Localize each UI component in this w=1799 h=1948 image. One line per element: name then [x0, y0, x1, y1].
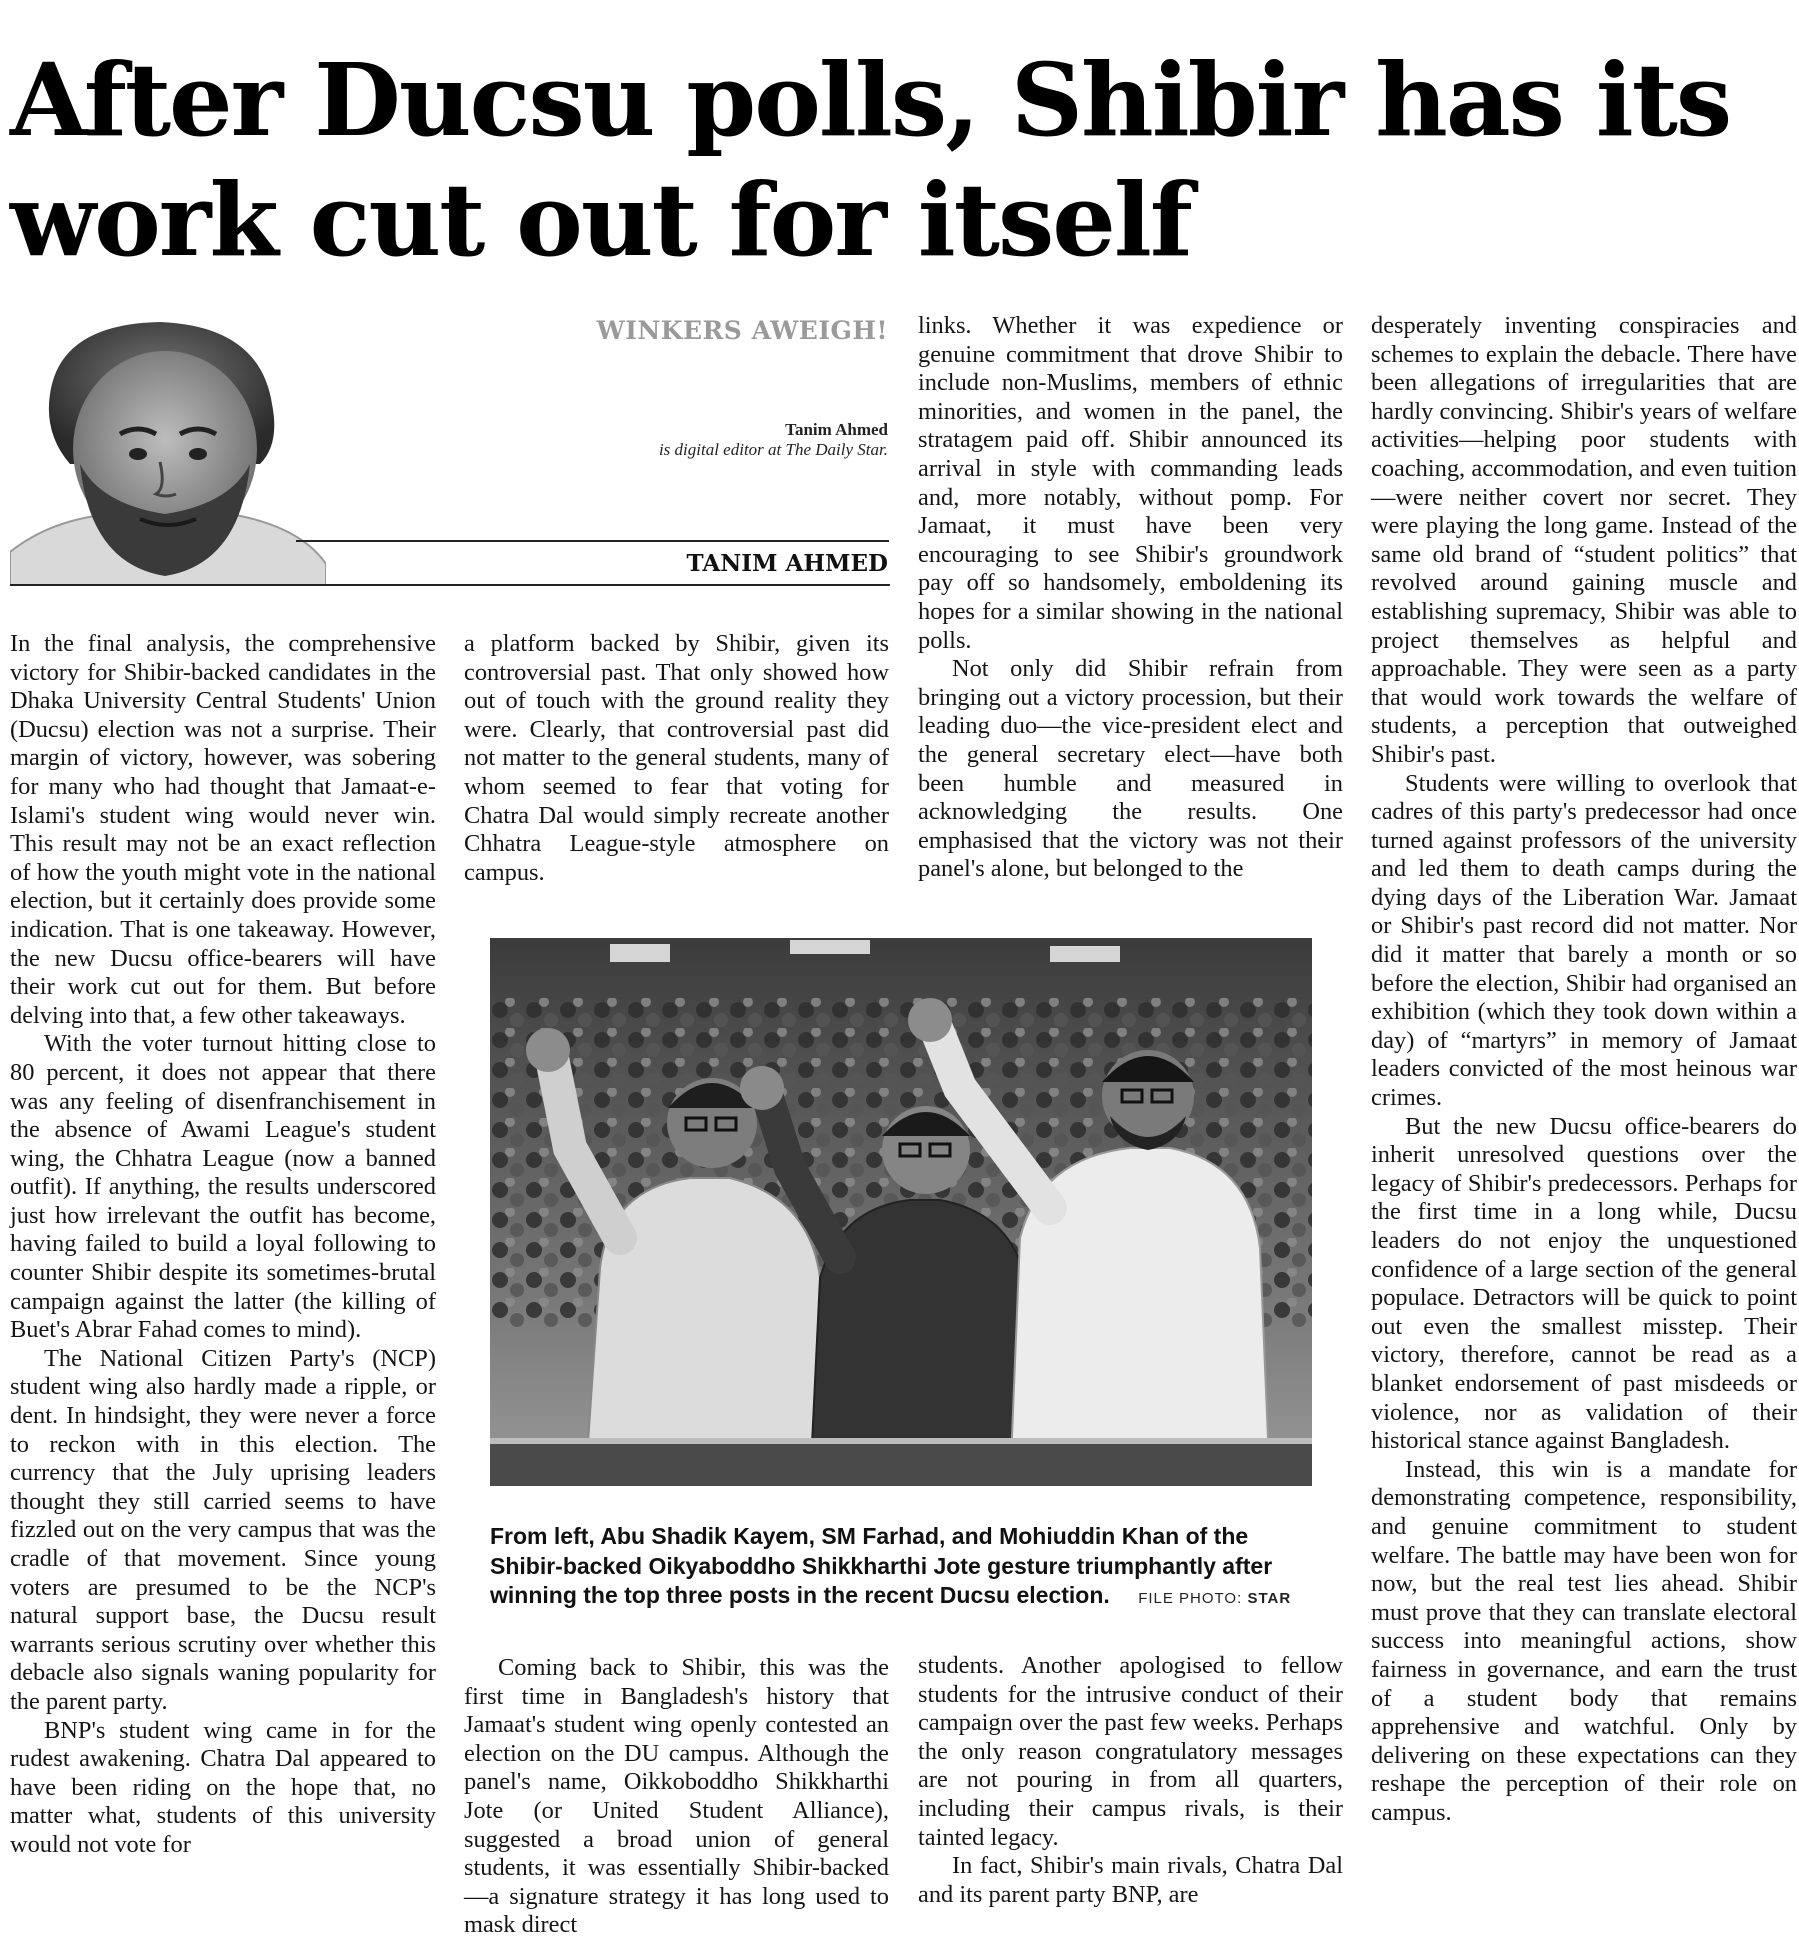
body-column-3-lower: [918, 1652, 1343, 1909]
author-name: Tanim Ahmed: [785, 420, 888, 439]
paragraph: The National Citizen Party's (NCP) student wing also hardly made a ripple, or dent. In hindsight, they were never a force to reckon with in this election. The currency that the July uprising leaders thought they still carried seems to have fizzled out on the very campus that was the cradle of that movement. Since young voters are presumed to be the NCP's natural support base, the Ducsu result warrants serious scrutiny over whether this debacle also signals waning popularity for the parent party.: [10, 1344, 436, 1715]
paragraph: Coming back to Shibir, this was the first time in Bangladesh's history that Jamaat's student wing openly contested an election on the DU campus. Although the panel's name, Oikkoboddho Shikkharthi Jote (or United Student Alliance), suggested a broad union of general students, it was essentially Shibir-backed—a signature strategy it has long used to mask direct: [464, 1654, 889, 1939]
paragraph: Students were willing to overlook that cadres of this party's predecessor had once turned against professors of the university and led them to death camps during the dying days of the Liberation War. Jamaat or Shibir's past record did not matter. Nor did it matter that barely a month or so before the election, Shibir had organised an exhibition (which they took down within a day) of “martyrs” in memory of Jamaat leaders convicted of the most heinous war crimes.: [1371, 769, 1797, 1112]
paragraph: Instead, this win is a mandate for demonstrating competence, responsibility, and genuine commitment to student welfare. The battle may have been won for now, but the real test lies ahead. Shibir must prove that they can translate electoral success into meaningful actions, show fairness in governance, and earn the trust of a student body that remains apprehensive and watchful. Only by delivering on these expectations can they reshape the perception of their role on campus.: [1371, 1455, 1797, 1826]
paragraph: links. Whether it was expedience or genuine commitment that drove Shibir to include non-Muslims, members of ethnic minorities, and women in the panel, the stratagem paid off. Shibir announced its arrival in style with commanding leads and, more notably, without pomp. For Jamaat, it must have been very encouraging to see Shibir's groundwork pay off so handsomely, emboldening its hopes for a similar showing in the national polls.: [918, 312, 1343, 654]
byline-rule: [296, 540, 889, 542]
author-description: is digital editor at The Daily Star.: [658, 440, 888, 459]
column-name: WINKERS AWEIGH!: [596, 316, 888, 345]
body-column-4: [1371, 312, 1797, 1827]
photo-caption: [490, 1522, 1312, 1614]
paragraph: With the voter turnout hitting close to 80 percent, it does not appear that there was any feeling of disenfranchisement in the absence of Awami League's student wing, the Chhatra League (now a banned outfit). If anything, the results underscored just how irrelevant the outfit has become, having failed to build a loyal following to counter Shibir despite its sometimes-brutal campaign against the latter (the killing of Buet's Abrar Fahad comes to mind).: [10, 1030, 436, 1344]
news-photo: [490, 938, 1312, 1486]
author-section-rule: [10, 584, 890, 586]
paragraph: Not only did Shibir refrain from bringing out a victory procession, but their leading duo—the vice-president elect and the general secretary elect—have both been humble and measured in acknowledging the results. One emphasised that the victory was not their panel's alone, but belonged to the: [918, 655, 1343, 883]
author-portrait-image: [10, 314, 326, 586]
headline: After Ducsu polls, Shibir has its work cut out for itself: [10, 41, 1731, 279]
body-column-1: [10, 630, 436, 1860]
body-column-2: [464, 630, 889, 887]
credit-source: STAR: [1247, 1590, 1292, 1607]
body-column-3: [918, 312, 1343, 884]
paragraph: students. Another apologised to fellow students for the intrusive conduct of their campaign over the past few weeks. Perhaps the only reason congratulatory messages are not pouring in from all quarters, including their campus rivals, is their tainted legacy.: [918, 1652, 1343, 1851]
body-column-2-lower: [464, 1654, 889, 1940]
paragraph: But the new Ducsu office-bearers do inherit unresolved questions over the legacy of Shibir's predecessors. Perhaps for the first time in a long while, Ducsu leaders do not enjoy the unquestioned confidence of a large section of the general populace. Detractors will be quick to point out even the smallest misstep. Their victory, therefore, cannot be read as a blanket endorsement of past misdeeds or violence, nor as validation of their historical stance against Bangladesh.: [1371, 1112, 1797, 1455]
credit-label: FILE PHOTO:: [1138, 1590, 1243, 1607]
paragraph: desperately inventing conspiracies and schemes to explain the debacle. There have been allegations of irregularities that are hardly convincing. Shibir's years of welfare activities—helping poor students with coaching, accommodation, and even tuition—were neither covert nor secret. They were playing the long game. Instead of the same old brand of “student politics” that revolved around gaining muscle and establishing supremacy, Shibir was able to project themselves as helpful and approachable. They were seen as a party that would work towards the welfare of students, a perception that outweighed Shibir's past.: [1371, 312, 1797, 768]
author-bio: [458, 420, 888, 460]
paragraph: In fact, Shibir's main rivals, Chatra Dal and its parent party BNP, are: [918, 1852, 1343, 1908]
paragraph: a platform backed by Shibir, given its controversial past. That only showed how out of touch with the ground reality they were. Clearly, that controversial past did not matter to the general students, many of whom seemed to fear that voting for Chatra Dal would simply recreate another Chhatra League-style atmosphere on campus.: [464, 630, 889, 886]
byline: TANIM AHMED: [686, 550, 888, 577]
paragraph: BNP's student wing came in for the rudest awakening. Chatra Dal appeared to have been riding on the hope that, no matter what, students of this university would not vote for: [10, 1716, 436, 1858]
caption-text: From left, Abu Shadik Kayem, SM Farhad, and Mohiuddin Khan of the Shibir-backed Oikyaboddho Shikkharthi Jote gesture triumphantly after winning the top three posts in the recent Ducsu election.: [490, 1523, 1273, 1608]
photo-credit: [1138, 1590, 1291, 1607]
paragraph: In the final analysis, the comprehensive victory for Shibir-backed candidates in the Dhaka University Central Students' Union (Ducsu) election was not a surprise. Their margin of victory, however, was sobering for many who had thought that Jamaat-e-Islami's student wing would never win. This result may not be an exact reflection of how the youth might vote in the national election, but it certainly does provide some indication. That is one takeaway. However, the new Ducsu office-bearers will have their work cut out for them. But before delving into that, a few other takeaways.: [10, 630, 436, 1029]
